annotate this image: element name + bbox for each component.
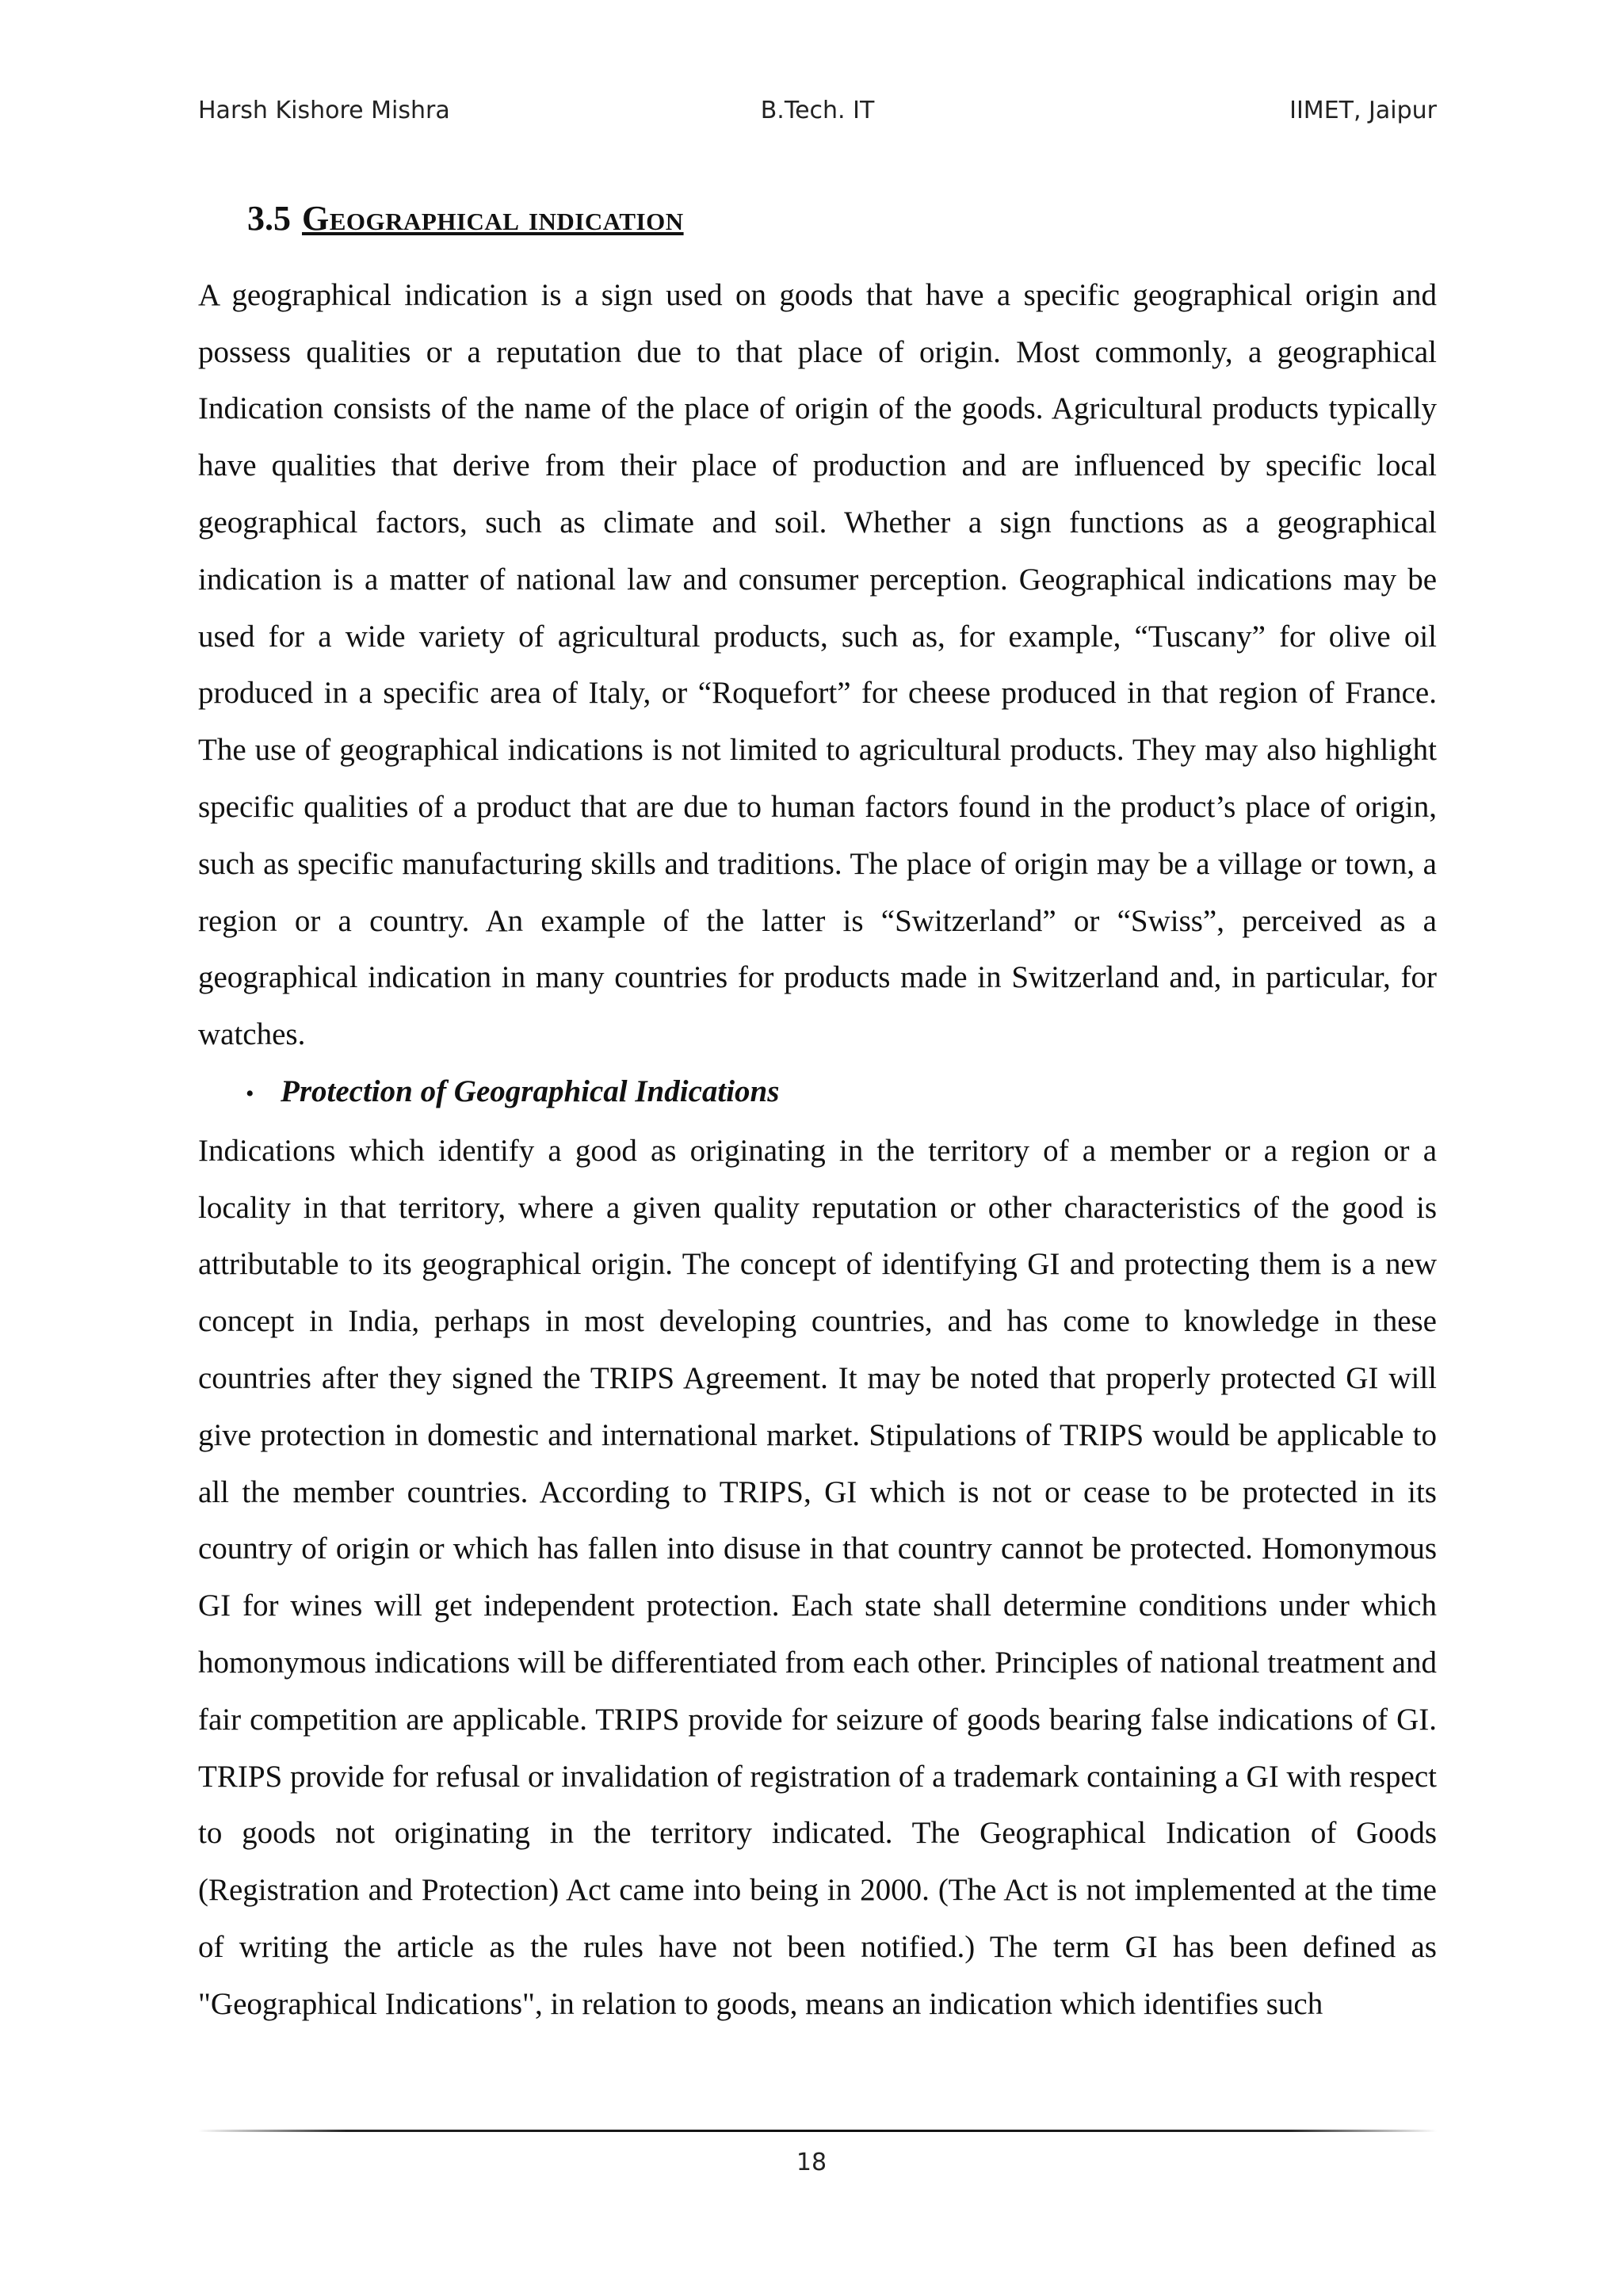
bullet-icon: • [246,1080,254,1107]
section-number: 3.5 [247,199,291,238]
section-heading [247,198,1437,240]
header-course: B.Tech. IT [760,97,875,124]
bullet-heading-text: Protection of Geographical Indications [281,1074,780,1108]
page-header [198,97,1437,135]
paragraph-protection: Indications which identify a good as originating in the territory of a member or a region or a locality in that territory, where a given quality reputation or other characteristics of the good is attributable to its geographical origin. The concept of identifying GI and protecting them is a new concept in India, perhaps in most developing countries, and has come to knowledge in these countries after they signed the TRIPS Agreement. It may be noted that properly protected GI will give protection in domestic and international market. Stipulations of TRIPS would be applicable to all the member countries. According to TRIPS, GI which is not or cease to be protected in its country of origin or which has fallen into disuse in that country cannot be protected. Homonymous GI for wines will get independent protection. Each state shall determine conditions under which homonymous indications will be differentiated from each other. Principles of national treatment and fair competition are applicable. TRIPS provide for seizure of goods bearing false indications of GI. TRIPS provide for refusal or invalidation of registration of a trademark containing a GI with respect to goods not originating in the territory indicated. The Geographical Indication of Goods (Registration and Protection) Act came into being in 2000. (The Act is not implemented at the time of writing the article as the rules have not been notified.) The term GI has been defined as "Geographical Indications", in relation to goods, means an indication which identifies such [198,1133,1437,2021]
page-content [198,198,1437,2037]
footer-divider [198,2130,1437,2132]
page-number: 18 [796,2149,827,2176]
paragraph-geographical-indication: A geographical indication is a sign used on goods that have a specific geographical origin and possess qualities or a reputation due to that place of origin. Most commonly, a geographical Indication consists of the name of the place of origin of the goods. Agricultural products typically have qualities that derive from their place of production and are influenced by specific local geographical factors, such as climate and soil. Whether a sign functions as a geographical indication is a matter of national law and consumer perception. Geographical indications may be used for a wide variety of agricultural products, such as, for example, “Tuscany” for olive oil produced in a specific area of Italy, or “Roquefort” for cheese produced in that region of France. The use of geographical indications is not limited to agricultural products. They may also highlight specific qualities of a product that are due to human factors found in the product’s place of origin, such as specific manufacturing skills and traditions. The place of origin may be a village or town, a region or a country. An example of the latter is “Switzerland” or “Swiss”, perceived as a geographical indication in many countries for products made in Switzerland and, in particular, for watches. [198,277,1437,1052]
bullet-heading [198,1063,1437,1123]
section-title: Geographical indication [302,199,684,238]
header-author: Harsh Kishore Mishra [198,97,450,124]
header-institute: IIMET, Jaipur [1289,97,1437,124]
